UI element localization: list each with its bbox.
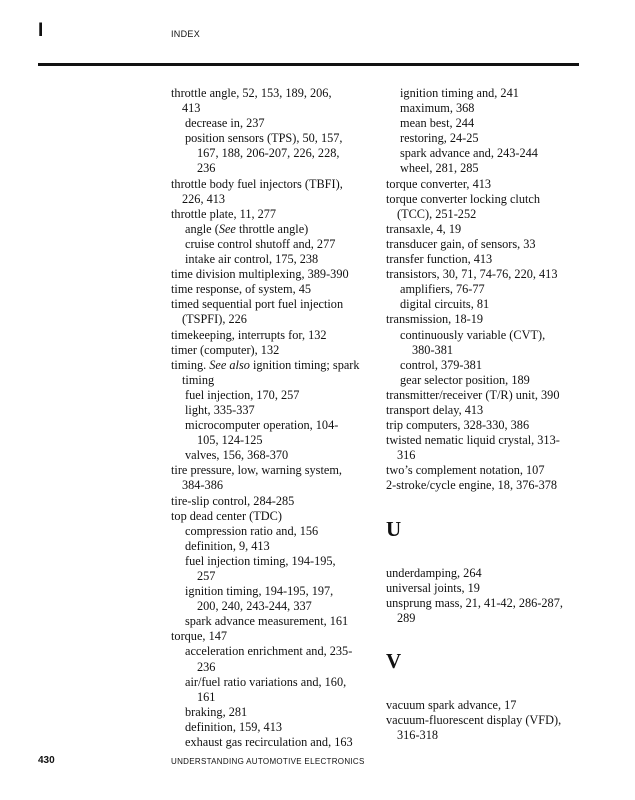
index-subentry: cruise control shutoff and, 277 [185,236,336,251]
index-subentry: ignition timing and, 241 [400,86,519,100]
index-subentry: spark advance and, 243-244 [400,146,538,161]
entry-text-after: ignition timing; spark [249,357,360,372]
section-heading-u: U [386,516,402,541]
index-entry: vacuum-fluorescent display (VFD), [386,713,562,727]
index-entry: top dead center (TDC) [171,508,282,523]
index-subentry: gear selector position, 189 [400,372,530,387]
index-entry-continuation: 226, 413 [182,191,226,206]
index-entry: transmission, 18-19 [386,312,484,327]
index-entry: underdamping, 264 [386,565,482,580]
index-subentry: exhaust gas recirculation and, 163 [185,735,353,750]
index-entry: torque converter locking clutch [386,191,540,206]
index-list-v [386,698,582,743]
index-entry: transport delay, 413 [386,402,484,417]
index-subentry: decrease in, 237 [185,116,265,131]
index-entry [171,358,376,373]
index-entry-continuation: 167, 188, 206-207, 226, 228, [197,146,340,161]
header-rule [38,63,579,66]
index-entry: torque converter, 413 [386,176,492,191]
index-entry-continuation: 316-318 [397,728,438,743]
index-subentry: restoring, 24-25 [400,131,479,146]
index-entry-continuation: (TSPFI), 226 [182,312,247,327]
page-number: 430 [38,755,55,766]
index-entry: universal joints, 19 [386,580,480,595]
index-entry: two’s complement notation, 107 [386,463,545,478]
index-column-right [386,86,582,743]
index-entry: trip computers, 328-330, 386 [386,418,530,433]
index-subentry: spark advance measurement, 161 [185,614,349,629]
index-subentry: light, 335-337 [185,402,255,417]
index-entry-continuation: 236 [197,161,216,176]
index-entry: vacuum spark advance, 17 [386,697,517,712]
see-reference: See [218,221,236,236]
index-entry: timed sequential port fuel injection [171,297,344,312]
index-subentry: control, 379-381 [400,357,482,372]
index-list-t-continued [386,86,582,494]
index-subentry: intake air control, 175, 238 [185,252,319,267]
index-entry: throttle angle, 52, 153, 189, 206, [171,86,332,100]
entry-text: timing. [171,357,210,372]
index-entry-continuation: 289 [397,610,416,625]
index-entry-continuation: 236 [197,659,216,674]
index-subentry: valves, 156, 368-370 [185,448,289,463]
index-subentry: microcomputer operation, 104- [185,418,339,433]
index-entry-continuation: 161 [197,689,216,704]
index-entry: time response, of system, 45 [171,282,312,297]
index-entry: transmitter/receiver (T/R) unit, 390 [386,387,560,402]
index-entry: time division multiplexing, 389-390 [171,267,349,282]
index-subentry: definition, 9, 413 [185,538,270,553]
index-entry-continuation: 200, 240, 243-244, 337 [197,599,312,614]
section-tab-letter: I [38,20,44,41]
index-entry: transfer function, 413 [386,252,493,267]
index-subentry: definition, 159, 413 [185,719,283,734]
index-entry-continuation: 316 [397,448,416,463]
index-entry-continuation: (TCC), 251-252 [397,206,477,221]
index-subentry: ignition timing, 194-195, 197, [185,584,334,599]
running-head: INDEX [171,29,201,39]
index-entry: 2-stroke/cycle engine, 18, 376-378 [386,478,558,493]
index-entry: throttle plate, 11, 277 [171,206,277,221]
index-subentry: position sensors (TPS), 50, 157, [185,131,343,146]
index-subentry: compression ratio and, 156 [185,523,319,538]
footer-book-title: UNDERSTANDING AUTOMOTIVE ELECTRONICS [171,757,365,766]
see-reference: See also [209,357,250,372]
index-entry-continuation: 257 [197,569,216,583]
entry-text: angle ( [185,221,219,236]
index-entry: transistors, 30, 71, 74-76, 220, 413 [386,267,558,282]
index-entry-continuation: 413 [182,101,201,116]
index-entry: transaxle, 4, 19 [386,221,462,236]
index-subentry: air/fuel ratio variations and, 160, [185,674,347,689]
index-subentry: mean best, 244 [400,116,475,131]
section-heading-v: V [386,648,402,673]
index-subentry: continuously variable (CVT), [400,327,546,342]
index-subentry: acceleration enrichment and, 235- [185,644,353,659]
entry-text-after: throttle angle) [235,221,309,236]
index-entry-continuation: 105, 124-125 [197,433,263,448]
index-entry: tire-slip control, 284-285 [171,493,295,508]
index-subentry: maximum, 368 [400,101,475,116]
index-entry: twisted nematic liquid crystal, 313- [386,433,560,448]
index-entry: throttle body fuel injectors (TBFI), [171,176,343,191]
index-entry: unsprung mass, 21, 41-42, 286-287, [386,595,563,610]
index-entry: timer (computer), 132 [171,342,280,357]
index-column-left [171,86,376,750]
index-entry-continuation: timing [182,372,215,387]
index-subentry [171,222,376,237]
index-subentry: wheel, 281, 285 [400,161,479,176]
index-list-u [386,566,582,626]
index-subentry: braking, 281 [185,704,248,719]
index-subentry: amplifiers, 76-77 [400,282,485,297]
index-entry-continuation: 380-381 [412,342,453,357]
index-entry: tire pressure, low, warning system, [171,463,342,478]
index-subentry: fuel injection timing, 194-195, [185,553,336,568]
index-entry: torque, 147 [171,629,228,644]
index-subentry: fuel injection, 170, 257 [185,387,300,402]
index-entry: timekeeping, interrupts for, 132 [171,327,327,342]
index-subentry: digital circuits, 81 [400,297,490,312]
index-entry: transducer gain, of sensors, 33 [386,236,536,251]
index-entry-continuation: 384-386 [182,478,223,493]
